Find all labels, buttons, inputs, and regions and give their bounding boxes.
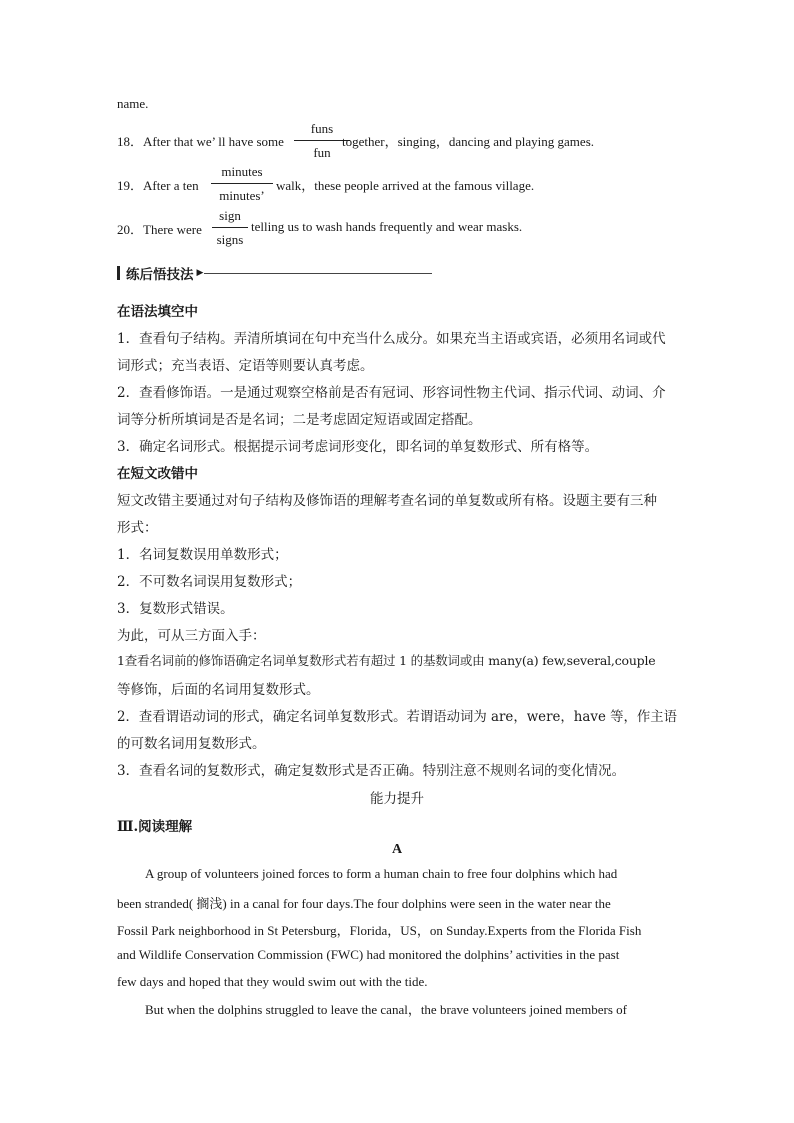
choice-option-bottom: fun <box>313 145 331 160</box>
tip-line: 为此，可从三方面入手： <box>117 628 266 644</box>
choice-option-bottom: signs <box>216 232 244 247</box>
choice-option-top: funs <box>310 121 334 136</box>
exercise-item-19 <box>117 175 199 194</box>
section-title: 练后悟技法 <box>126 267 194 283</box>
item-text-before: There were <box>143 222 202 237</box>
choice-option-bottom: minutes’ <box>219 188 265 203</box>
heading-marker-bar <box>117 266 120 280</box>
choice-option-top: sign <box>219 208 241 223</box>
tip-line: 等修饰，后面的名词用复数形式。 <box>117 682 320 698</box>
item-number: 18． <box>117 134 144 149</box>
reading-comprehension-heading: Ⅲ.阅读理解 <box>117 819 193 835</box>
exercise-item-20 <box>117 219 202 238</box>
previous-item-fragment: name. <box>117 96 149 111</box>
item-text-after: walk，these people arrived at the famous village. <box>276 178 535 193</box>
passage-line: few days and hoped that they would swim out with the tide. <box>117 974 428 989</box>
passage-letter: A <box>391 842 403 857</box>
choice-divider <box>211 183 273 184</box>
choice-option-top: minutes <box>221 164 263 179</box>
item-text-after: telling us to wash hands frequently and wear masks. <box>251 219 523 234</box>
tip-line: 2．查看修饰语。一是通过观察空格前是否有冠词、形容词性物主代词、指示代词、动词、介 <box>117 385 666 401</box>
tip-line: 3．确定名词形式。根据提示词考虑词形变化，即名词的单复数形式、所有格等。 <box>117 439 599 455</box>
tip-line: 2．不可数名词误用复数形式； <box>117 574 302 590</box>
item-text-before: After a ten <box>143 178 199 193</box>
tip-line: 2．查看谓语动词的形式，确定名词单复数形式。若谓语动词为 are，were，have 等，作主语 <box>117 709 678 725</box>
tip-line: 形式： <box>117 520 158 536</box>
tip-line: 的可数名词用复数形式。 <box>117 736 266 752</box>
choice-divider <box>212 227 248 228</box>
tip-line: 1查看名词前的修饰语确定名词单复数形式若有超过 1 的基数词或由 many(a) few,several,couple <box>117 653 656 668</box>
item-number: 20． <box>117 222 144 237</box>
item-text-before: After that we’ ll have some <box>143 134 284 149</box>
passage-line: A group of volunteers joined forces to form a human chain to free four dolphins which had <box>145 866 618 881</box>
subheading-grammar-fill: 在语法填空中 <box>117 304 198 320</box>
word-choice-20 <box>212 209 248 247</box>
tip-line: 3．复数形式错误。 <box>117 601 234 617</box>
section-heading <box>117 263 432 283</box>
tip-line: 词等分析所填词是否是名词；二是考虑固定短语或固定搭配。 <box>117 412 482 428</box>
word-choice-19 <box>211 165 273 203</box>
item-number: 19． <box>117 178 144 193</box>
tip-line: 3．查看名词的复数形式，确定复数形式是否正确。特别注意不规则名词的变化情况。 <box>117 763 626 779</box>
passage-line: But when the dolphins struggled to leave the canal，the brave volunteers joined members of <box>145 1002 627 1017</box>
subheading-error-correction: 在短文改错中 <box>117 466 198 482</box>
tip-line: 1．查看句子结构。弄清所填词在句中充当什么成分。如果充当主语或宾语，必须用名词或代 <box>117 331 666 347</box>
heading-rule <box>204 273 432 274</box>
tip-line: 1．名词复数误用单数形式； <box>117 547 288 563</box>
passage-line: Fossil Park neighborhood in St Petersburg，Florida，US，on Sunday.Experts from the Florida Fish <box>117 923 642 938</box>
passage-line: and Wildlife Conservation Commission (FWC) had monitored the dolphins’ activities in the past <box>117 947 620 962</box>
exercise-item-18 <box>117 131 284 150</box>
triangle-arrow-icon: ▶ <box>196 268 204 278</box>
part-title: 能力提升 <box>370 791 424 807</box>
tip-line: 短文改错主要通过对句子结构及修饰语的理解考查名词的单复数或所有格。设题主要有三种 <box>117 493 657 509</box>
item-text-after: together，singing，dancing and playing games. <box>342 134 595 149</box>
tip-line: 词形式；充当表语、定语等则要认真考虑。 <box>117 358 374 374</box>
passage-line: been stranded( 搁浅) in a canal for four days.The four dolphins were seen in the water near the <box>117 896 611 911</box>
